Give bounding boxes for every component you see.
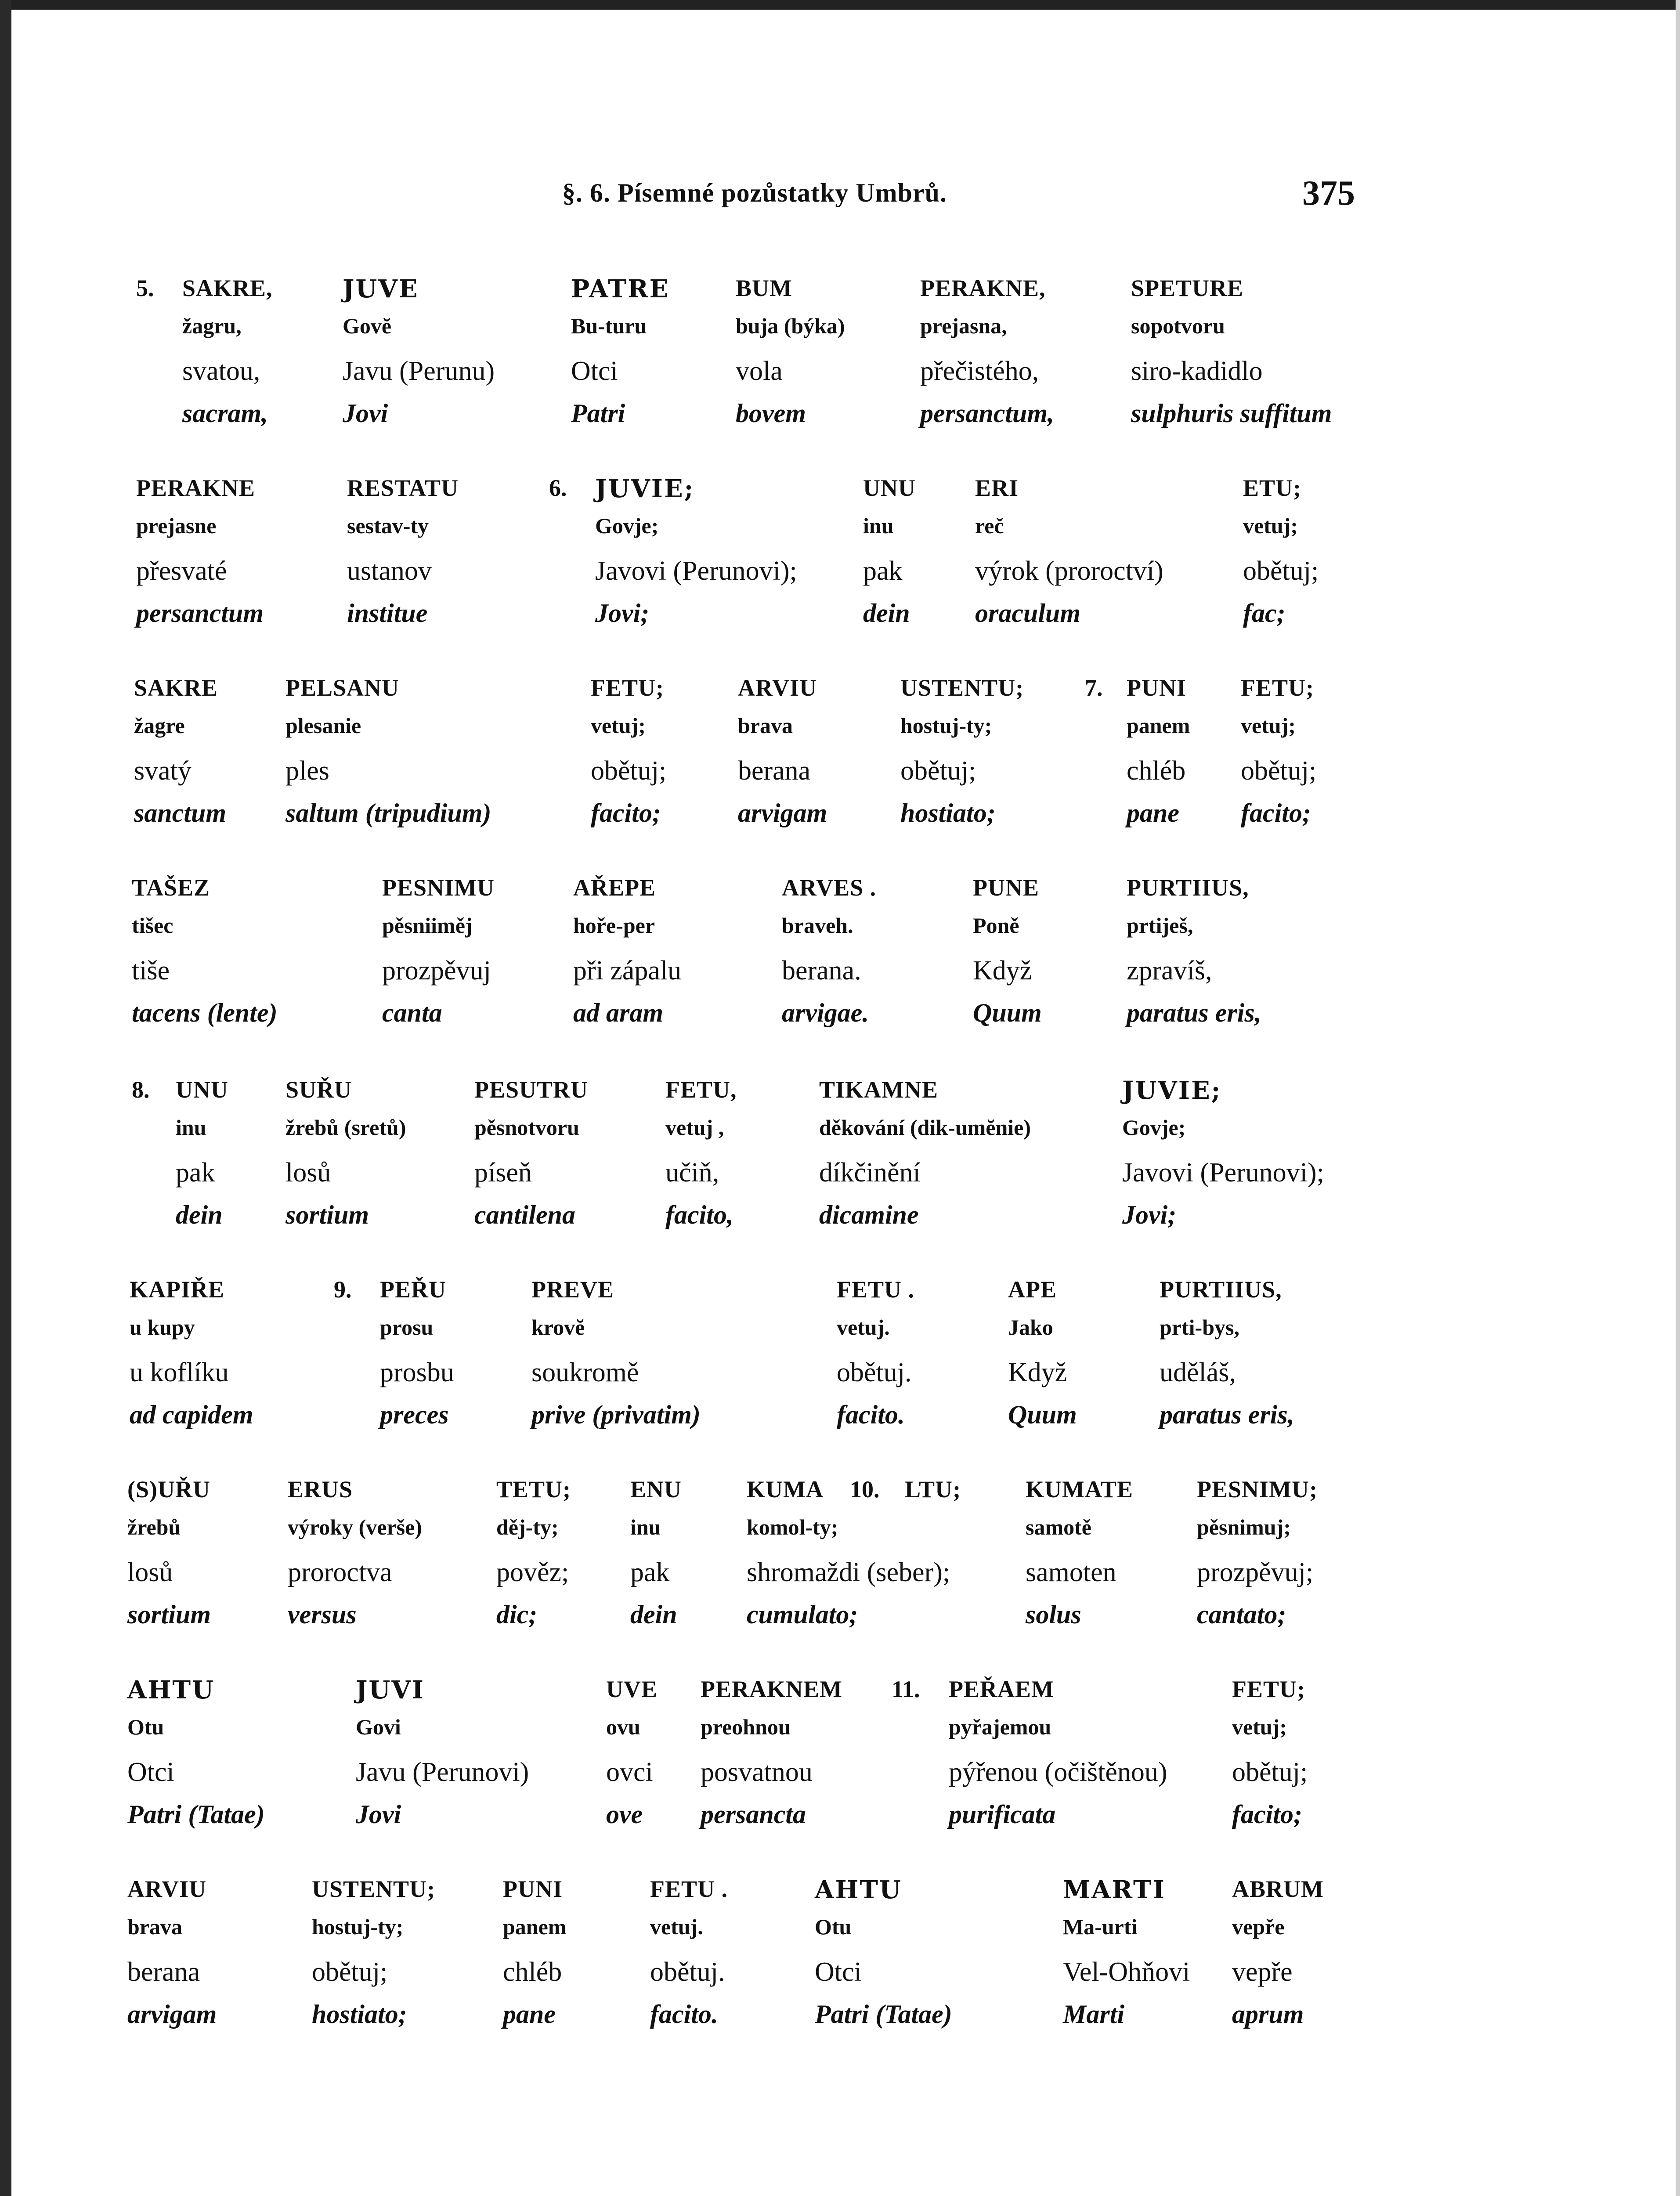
czech-translation: ovci (606, 1757, 653, 1787)
page-number: 375 (1302, 174, 1355, 213)
umbrian-word: SUŘU (285, 1076, 352, 1103)
latin-translation: oraculum (975, 599, 1081, 628)
umbrian-word: TIKAMNE (819, 1076, 939, 1103)
verse-number: 6. (549, 475, 567, 501)
latin-translation: arvigae. (782, 998, 869, 1027)
old-czech-gloss: inu (863, 513, 894, 538)
umbrian-word: JUVE (343, 274, 419, 303)
umbrian-word: TETU; (496, 1476, 571, 1503)
umbrian-word: PREVE (531, 1276, 614, 1303)
umbrian-word: PUNE (973, 874, 1039, 901)
umbrian-word: USTENTU; (312, 1876, 436, 1902)
umbrian-word: PEŘU (380, 1276, 446, 1303)
latin-translation: fac; (1243, 599, 1286, 628)
old-czech-gloss: vetuj , (665, 1115, 724, 1140)
old-czech-gloss: hostuj-ty; (312, 1914, 404, 1939)
umbrian-word: USTENTU; (900, 675, 1024, 701)
latin-translation: facito; (1241, 798, 1311, 827)
umbrian-word: MARTI (1063, 1875, 1166, 1904)
czech-translation: pověz; (496, 1557, 569, 1587)
old-czech-gloss: samotě (1026, 1515, 1091, 1539)
czech-translation: Otci (127, 1757, 174, 1787)
umbrian-word: AHTU (127, 1676, 215, 1705)
umbrian-word: SAKRE (134, 675, 218, 701)
czech-translation: tiše (132, 956, 170, 986)
old-czech-gloss: inu (176, 1115, 206, 1140)
czech-translation: obětuj. (650, 1957, 725, 1987)
umbrian-word: FETU; (591, 675, 664, 701)
old-czech-gloss: prti-bys, (1160, 1315, 1239, 1340)
czech-translation: berana (127, 1957, 200, 1987)
umbrian-word: KUMA (747, 1476, 824, 1503)
umbrian-word: SPETURE (1131, 275, 1244, 301)
latin-translation: cantato; (1197, 1600, 1286, 1629)
old-czech-gloss: žrebů (127, 1515, 181, 1539)
verse-number: 10. (850, 1476, 880, 1503)
umbrian-word: PATRE (571, 274, 670, 303)
latin-translation: prive (privatim) (531, 1400, 701, 1429)
latin-translation: ad aram (573, 998, 664, 1027)
umbrian-word: UNU (176, 1076, 228, 1103)
umbrian-word: FETU . (837, 1276, 915, 1303)
umbrian-word: ETU; (1243, 475, 1302, 501)
umbrian-word: ENU (630, 1476, 682, 1503)
old-czech-gloss: braveh. (782, 913, 853, 938)
czech-translation: berana. (782, 956, 861, 986)
umbrian-word: LTU; (905, 1476, 961, 1503)
latin-translation: pane (503, 2000, 556, 2029)
czech-translation: pak (630, 1557, 670, 1587)
czech-translation: prozpěvuj (382, 956, 491, 986)
latin-translation: Jovi (343, 399, 388, 428)
old-czech-gloss: Ma-urti (1063, 1914, 1138, 1939)
czech-translation: pýřenou (očištěnou) (949, 1757, 1167, 1787)
umbrian-word: PESUTRU (474, 1076, 589, 1103)
czech-translation: přesvaté (136, 556, 227, 586)
latin-translation: Quum (973, 998, 1042, 1027)
old-czech-gloss: Govĕ (343, 314, 392, 338)
latin-translation: pane (1127, 798, 1179, 827)
old-czech-gloss: děkování (dik-umĕnie) (819, 1115, 1031, 1140)
verse-number: 8. (132, 1076, 150, 1103)
old-czech-gloss: výroky (verše) (288, 1515, 422, 1539)
czech-translation: Vel-Ohňovi (1063, 1957, 1190, 1987)
latin-translation: ove (606, 1800, 643, 1829)
latin-translation: institue (347, 599, 428, 628)
latin-translation: sortium (285, 1200, 369, 1229)
verse-number: 5. (136, 275, 154, 301)
old-czech-gloss: hoře-per (573, 913, 655, 938)
umbrian-word: PUNI (503, 1876, 563, 1902)
umbrian-word: JUVI (356, 1676, 425, 1705)
czech-translation: shromaždi (seber); (747, 1557, 950, 1587)
old-czech-gloss: sestav-ty (347, 513, 429, 538)
latin-translation: facito; (1232, 1800, 1302, 1829)
old-czech-gloss: prejasna, (920, 314, 1007, 338)
czech-translation: uděláš, (1160, 1358, 1236, 1387)
latin-translation: Jovi; (595, 599, 650, 628)
czech-translation: u koflíku (130, 1358, 229, 1387)
latin-translation: dein (863, 599, 910, 628)
latin-translation: hostiato; (312, 2000, 407, 2029)
latin-translation: facito; (591, 798, 661, 827)
czech-translation: výrok (proroctví) (975, 556, 1163, 586)
umbrian-word: PUNI (1127, 675, 1186, 701)
old-czech-gloss: plesanie (285, 713, 361, 738)
old-czech-gloss: pěsniiměj (382, 913, 473, 938)
latin-translation: aprum (1232, 2000, 1304, 2029)
czech-translation: samoten (1026, 1557, 1116, 1587)
umbrian-word: ERI (975, 475, 1019, 501)
latin-translation: paratus eris, (1127, 998, 1261, 1027)
latin-translation: dein (176, 1200, 223, 1229)
czech-translation: chléb (1127, 756, 1186, 786)
czech-translation: siro-kadidlo (1131, 356, 1263, 386)
old-czech-gloss: vepře (1232, 1914, 1285, 1939)
czech-translation: Javovi (Perunovi); (1122, 1158, 1324, 1188)
latin-translation: sulphuris suffitum (1131, 399, 1332, 428)
umbrian-word: PERAKNE (136, 475, 256, 501)
czech-translation: vola (736, 356, 783, 386)
latin-translation: cumulato; (747, 1600, 858, 1629)
czech-translation: obětuj; (312, 1957, 388, 1987)
umbrian-word: FETU, (665, 1076, 737, 1103)
umbrian-word: UVE (606, 1676, 658, 1702)
umbrian-word: RESTATU (347, 475, 459, 501)
umbrian-word: KAPIŘE (130, 1276, 225, 1303)
old-czech-gloss: panem (1127, 713, 1190, 738)
latin-translation: preces (380, 1400, 449, 1429)
czech-translation: Otci (571, 356, 618, 386)
old-czech-gloss: ovu (606, 1715, 640, 1739)
old-czech-gloss: brava (127, 1914, 182, 1939)
umbrian-word: AŘEPE (573, 874, 656, 901)
czech-translation: při zápalu (573, 956, 682, 986)
czech-translation: díkčinění (819, 1158, 921, 1188)
old-czech-gloss: vetuj; (591, 713, 646, 738)
umbrian-word: TAŠEZ (132, 874, 210, 901)
verse-number: 11. (892, 1676, 920, 1702)
old-czech-gloss: u kupy (130, 1315, 195, 1340)
czech-translation: učiň, (665, 1158, 719, 1188)
old-czech-gloss: Govje; (595, 513, 659, 538)
czech-translation: přečistého, (920, 356, 1039, 386)
czech-translation: obětuj; (591, 756, 667, 786)
old-czech-gloss: inu (630, 1515, 661, 1539)
latin-translation: ad capidem (130, 1400, 253, 1429)
latin-translation: tacens (lente) (132, 998, 278, 1027)
latin-translation: dic; (496, 1600, 538, 1629)
latin-translation: dein (630, 1600, 677, 1629)
latin-translation: Quum (1008, 1400, 1077, 1429)
verse-number: 9. (334, 1276, 352, 1303)
umbrian-word: PERAKNE, (920, 275, 1046, 301)
old-czech-gloss: žagru, (182, 314, 242, 338)
czech-translation: Javu (Perunu) (343, 356, 495, 386)
old-czech-gloss: Otu (127, 1715, 164, 1739)
latin-translation: sacram, (182, 399, 268, 428)
umbrian-word: PELSANU (285, 675, 400, 701)
czech-translation: zpravíš, (1127, 956, 1212, 986)
latin-translation: persanctum (136, 599, 264, 628)
scan-edge-left (0, 0, 11, 2196)
latin-translation: Jovi; (1122, 1200, 1177, 1229)
old-czech-gloss: prejasne (136, 513, 217, 538)
old-czech-gloss: brava (738, 713, 793, 738)
czech-translation: Když (1008, 1358, 1067, 1387)
latin-translation: solus (1026, 1600, 1081, 1629)
old-czech-gloss: vetuj; (1232, 1715, 1287, 1739)
czech-translation: obětuj; (1243, 556, 1319, 586)
latin-translation: facito. (837, 1400, 905, 1429)
umbrian-word: PERAKNEM (701, 1676, 842, 1702)
old-czech-gloss: pyřajemou (949, 1715, 1051, 1739)
umbrian-word: ARVIU (127, 1876, 207, 1902)
old-czech-gloss: Poně (973, 913, 1019, 938)
old-czech-gloss: Bu-turu (571, 314, 647, 338)
verse-number: 7. (1085, 675, 1103, 701)
old-czech-gloss: vetuj. (837, 1315, 890, 1340)
old-czech-gloss: krovĕ (531, 1315, 585, 1340)
old-czech-gloss: pěsnotvoru (474, 1115, 579, 1140)
czech-translation: proroctva (288, 1557, 392, 1587)
old-czech-gloss: žagre (134, 713, 185, 738)
latin-translation: facito. (650, 2000, 718, 2029)
latin-translation: purificata (949, 1800, 1056, 1829)
old-czech-gloss: žrebů (sretů) (285, 1115, 406, 1140)
scan-edge-top (0, 0, 1680, 10)
umbrian-word: APE (1008, 1276, 1057, 1303)
umbrian-word: ERUS (288, 1476, 353, 1503)
umbrian-word: PEŘAEM (949, 1676, 1054, 1702)
latin-translation: Marti (1063, 2000, 1125, 2029)
umbrian-word: JUVIE; (595, 474, 695, 503)
umbrian-word: FETU; (1232, 1676, 1305, 1702)
czech-translation: obětuj. (837, 1358, 912, 1387)
czech-translation: soukromě (531, 1358, 639, 1387)
czech-translation: vepře (1232, 1957, 1293, 1987)
latin-translation: Patri (571, 399, 625, 428)
czech-translation: svatou, (182, 356, 260, 386)
old-czech-gloss: sopotvoru (1131, 314, 1225, 338)
latin-translation: facito, (665, 1200, 733, 1229)
old-czech-gloss: prtiješ, (1127, 913, 1193, 938)
running-header: §. 6. Písemné pozůstatky Umbrů. (562, 178, 947, 207)
old-czech-gloss: Govje; (1122, 1115, 1186, 1140)
old-czech-gloss: Otu (815, 1914, 852, 1939)
czech-translation: Javovi (Perunovi); (595, 556, 797, 586)
old-czech-gloss: panem (503, 1914, 567, 1939)
umbrian-word: UNU (863, 475, 916, 501)
latin-translation: sortium (127, 1600, 211, 1629)
umbrian-word: PURTIIUS, (1160, 1276, 1282, 1303)
scan-edge-right (1676, 0, 1680, 2196)
umbrian-word: FETU; (1241, 675, 1314, 701)
umbrian-word: PURTIIUS, (1127, 874, 1249, 901)
old-czech-gloss: vetuj; (1243, 513, 1298, 538)
czech-translation: Když (973, 956, 1032, 986)
czech-translation: pak (863, 556, 903, 586)
old-czech-gloss: reč (975, 513, 1004, 538)
czech-translation: Javu (Perunovi) (356, 1757, 529, 1787)
umbrian-word: ARVIU (738, 675, 817, 701)
old-czech-gloss: preohnou (701, 1715, 791, 1739)
czech-translation: prozpěvuj; (1197, 1557, 1314, 1587)
latin-translation: paratus eris, (1160, 1400, 1294, 1429)
czech-translation: ples (285, 756, 329, 786)
latin-translation: arvigam (127, 2000, 217, 2029)
czech-translation: losů (127, 1557, 173, 1587)
umbrian-word: ARVES . (782, 874, 877, 901)
umbrian-word: JUVIE; (1122, 1076, 1222, 1105)
latin-translation: bovem (736, 399, 806, 428)
old-czech-gloss: hostuj-ty; (900, 713, 992, 738)
czech-translation: obětuj; (1241, 756, 1317, 786)
latin-translation: cantilena (474, 1200, 576, 1229)
old-czech-gloss: prosu (380, 1315, 434, 1340)
latin-translation: sanctum (134, 798, 227, 827)
old-czech-gloss: Jako (1008, 1315, 1053, 1340)
latin-translation: Patri (Tatae) (815, 2000, 952, 2029)
latin-translation: saltum (tripudium) (285, 798, 491, 827)
umbrian-word: AHTU (815, 1875, 902, 1904)
czech-translation: obětuj; (1232, 1757, 1308, 1787)
czech-translation: obětuj; (900, 756, 976, 786)
umbrian-word: ABRUM (1232, 1876, 1324, 1902)
old-czech-gloss: Govi (356, 1715, 401, 1739)
czech-translation: prosbu (380, 1358, 454, 1387)
umbrian-word: (S)UŘU (127, 1476, 210, 1503)
latin-translation: versus (288, 1600, 357, 1629)
old-czech-gloss: komol-ty; (747, 1515, 838, 1539)
latin-translation: arvigam (738, 798, 827, 827)
old-czech-gloss: vetuj; (1241, 713, 1296, 738)
latin-translation: dicamine (819, 1200, 919, 1229)
latin-translation: hostiato; (900, 798, 996, 827)
old-czech-gloss: tišec (132, 913, 173, 938)
czech-translation: pak (176, 1158, 215, 1188)
umbrian-word: FETU . (650, 1876, 728, 1902)
latin-translation: persanctum, (920, 399, 1055, 428)
latin-translation: Jovi (356, 1800, 401, 1829)
latin-translation: canta (382, 998, 442, 1027)
czech-translation: chléb (503, 1957, 562, 1987)
umbrian-word: PESNIMU (382, 874, 495, 901)
umbrian-word: PESNIMU; (1197, 1476, 1318, 1503)
old-czech-gloss: děj-ty; (496, 1515, 559, 1539)
czech-translation: píseň (474, 1158, 532, 1188)
czech-translation: losů (285, 1158, 331, 1188)
umbrian-word: BUM (736, 275, 792, 301)
old-czech-gloss: vetuj. (650, 1914, 703, 1939)
umbrian-word: SAKRE, (182, 275, 273, 301)
old-czech-gloss: pěsnimuj; (1197, 1515, 1291, 1539)
czech-translation: berana (738, 756, 811, 786)
czech-translation: posvatnou (701, 1757, 813, 1787)
czech-translation: Otci (815, 1957, 862, 1987)
latin-translation: persancta (701, 1800, 806, 1829)
old-czech-gloss: buja (býka) (736, 314, 845, 338)
umbrian-word: KUMATE (1026, 1476, 1133, 1503)
czech-translation: ustanov (347, 556, 432, 586)
latin-translation: Patri (Tatae) (127, 1800, 265, 1829)
czech-translation: svatý (134, 756, 191, 786)
